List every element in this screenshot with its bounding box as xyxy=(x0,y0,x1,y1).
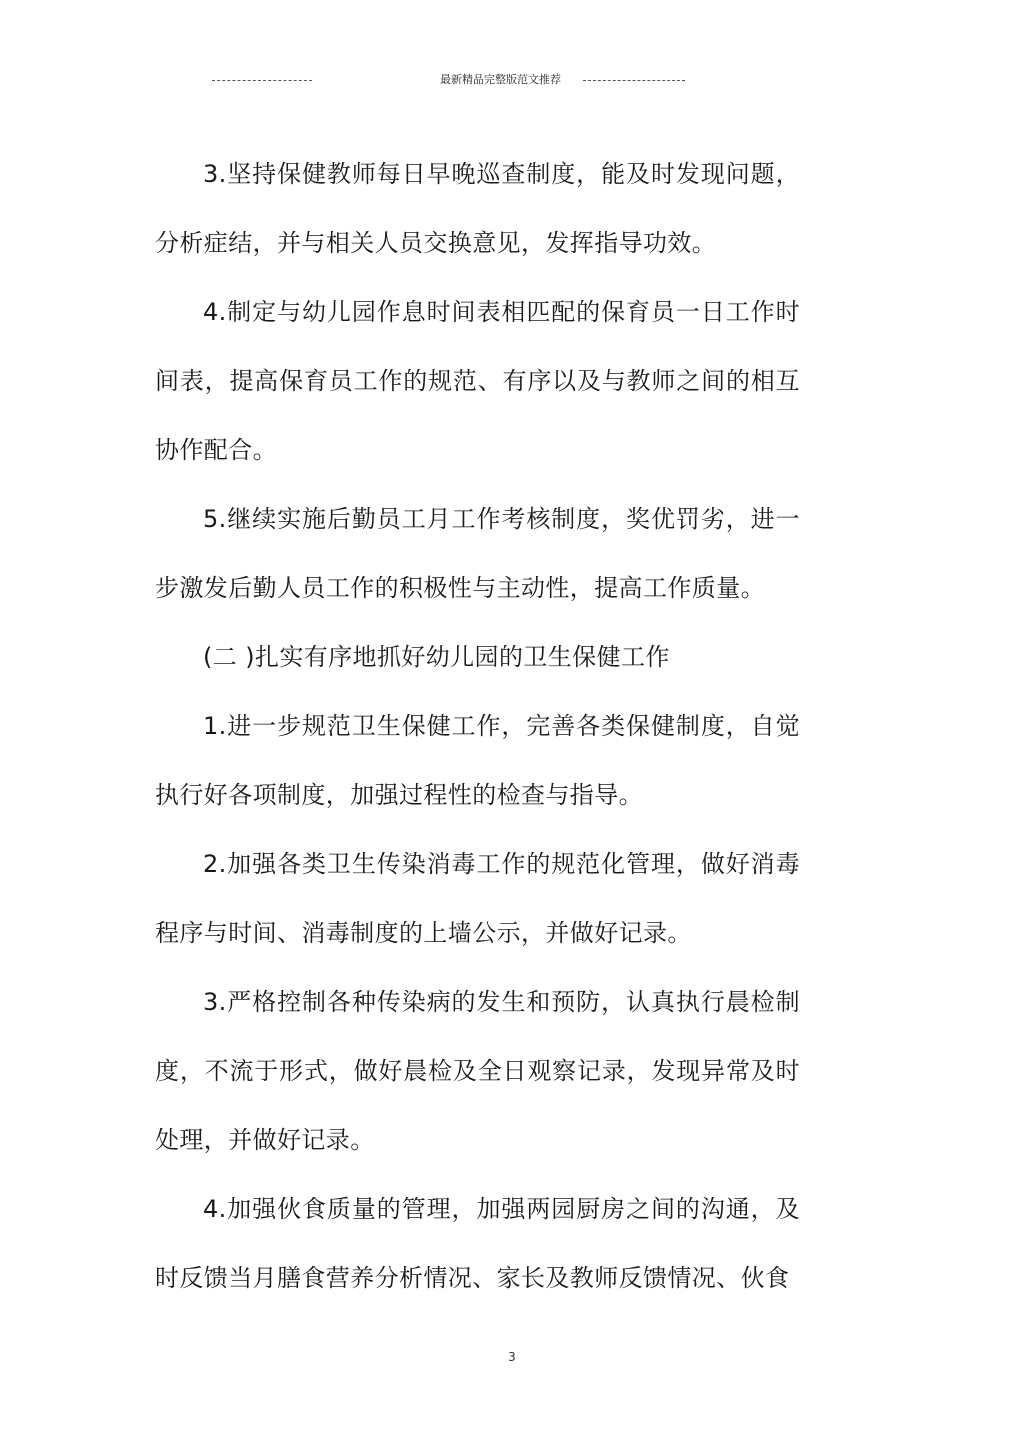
section-heading: (二 )扎实有序地抓好幼儿园的卫生保健工作 xyxy=(203,643,670,671)
paragraph: 3.坚持保健教师每日早晚巡查制度，能及时发现问题，分析症结，并与相关人员交换意见，发挥指导功效。 xyxy=(155,160,800,257)
paragraph: 4.加强伙食质量的管理，加强两园厨房之间的沟通，及时反馈当月膳食营养分析情况、家长及教师反馈情况、伙食 xyxy=(155,1195,800,1292)
page-number: 3 xyxy=(508,1350,516,1364)
document-body xyxy=(155,140,800,1313)
header-title: 最新精品完整版范文推荐 xyxy=(440,73,561,86)
header-rule-left xyxy=(212,80,312,81)
page-header xyxy=(0,70,1024,90)
paragraph: 3.严格控制各种传染病的发生和预防，认真执行晨检制度，不流于形式，做好晨检及全日观察记录，发现异常及时处理，并做好记录。 xyxy=(155,988,800,1154)
paragraph: 5.继续实施后勤员工月工作考核制度，奖优罚劣，进一步激发后勤人员工作的积极性与主动性，提高工作质量。 xyxy=(155,505,800,602)
paragraph: 2.加强各类卫生传染消毒工作的规范化管理，做好消毒程序与时间、消毒制度的上墙公示，并做好记录。 xyxy=(155,850,800,947)
header-rule-right xyxy=(583,80,685,81)
paragraph: 1.进一步规范卫生保健工作，完善各类保健制度，自觉执行好各项制度，加强过程性的检查与指导。 xyxy=(155,712,800,809)
paragraph: 4.制定与幼儿园作息时间表相匹配的保育员一日工作时间表，提高保育员工作的规范、有序以及与教师之间的相互协作配合。 xyxy=(155,298,800,464)
